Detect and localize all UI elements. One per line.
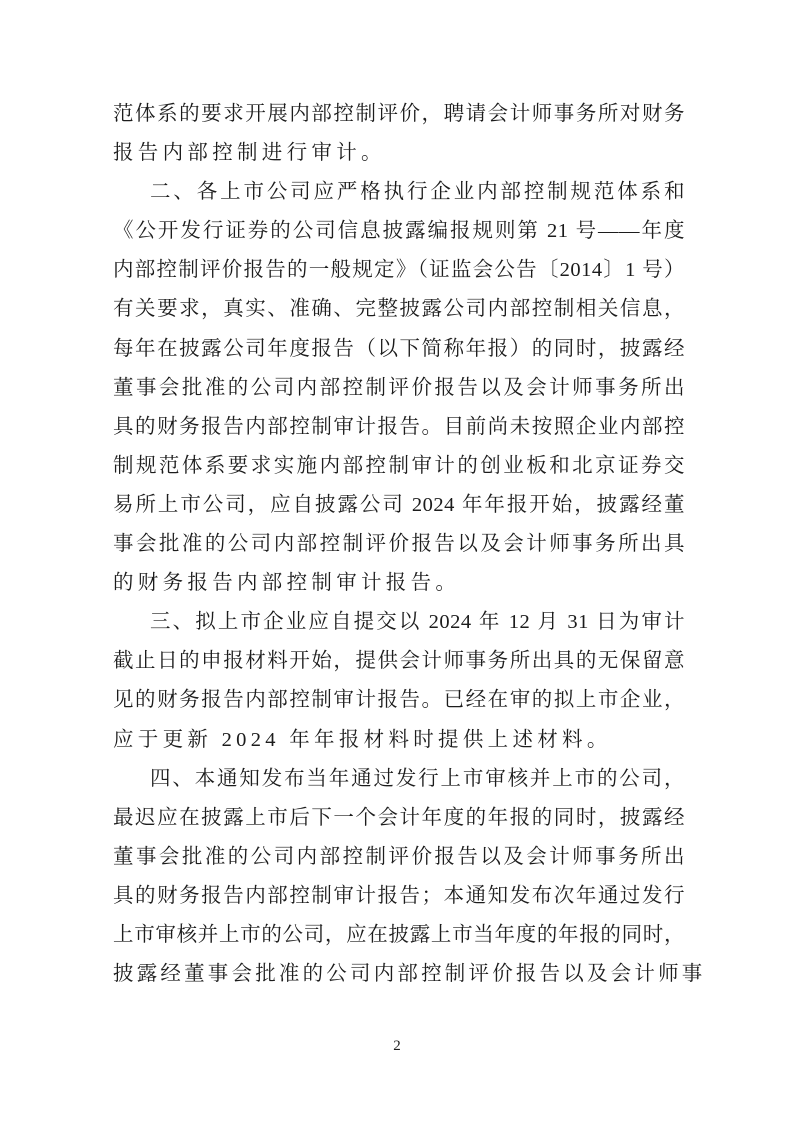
text-line-section-3: 三、拟上市企业应自提交以 2024 年 12 月 31 日为审计 [150, 611, 685, 634]
text-line: 具的财务报告内部控制审计报告；本通知发布次年通过发行 [113, 884, 685, 907]
text-line: 事会批准的公司内部控制评价报告以及会计师事务所出具 [113, 533, 685, 556]
text-line: 上市审核并上市的公司，应在披露上市当年度的年报的同时， [113, 923, 685, 946]
text-line: 董事会批准的公司内部控制评价报告以及会计师事务所出 [113, 845, 685, 868]
text-line: 有关要求，真实、准确、完整披露公司内部控制相关信息， [113, 298, 685, 321]
text-line: 具的财务报告内部控制审计报告。目前尚未按照企业内部控 [113, 415, 685, 438]
text-line: 披露经董事会批准的公司内部控制评价报告以及会计师事 [113, 963, 706, 986]
text-line: 报告内部控制进行审计。 [113, 142, 386, 165]
text-line: 范体系的要求开展内部控制评价，聘请会计师事务所对财务 [113, 103, 685, 125]
text-line: 董事会批准的公司内部控制评价报告以及会计师事务所出 [113, 376, 685, 399]
text-line: 的财务报告内部控制审计报告。 [113, 572, 461, 595]
text-line: 截止日的申报材料开始，提供会计师事务所出具的无保留意 [113, 650, 685, 673]
text-line: 应于更新 2024 年年报材料时提供上述材料。 [113, 728, 612, 751]
document-body [113, 95, 706, 994]
text-line: 内部控制评价报告的一般规定》（证监会公告〔2014〕1 号） [113, 259, 685, 282]
page-number: 2 [393, 1038, 401, 1054]
text-line: 易所上市公司，应自披露公司 2024 年年报开始，披露经董 [113, 493, 685, 516]
text-line: 制规范体系要求实施内部控制审计的创业板和北京证券交 [113, 454, 685, 477]
text-line: 最迟应在披露上市后下一个会计年度的年报的同时，披露经 [113, 806, 685, 829]
text-line: 见的财务报告内部控制审计报告。已经在审的拟上市企业， [113, 689, 685, 712]
text-line: 《公开发行证券的公司信息披露编报规则第 21 号——年度 [113, 220, 685, 243]
text-line: 每年在披露公司年度报告（以下简称年报）的同时，披露经 [113, 337, 685, 360]
text-line-section-4: 四、本通知发布当年通过发行上市审核并上市的公司， [150, 767, 685, 790]
text-line-section-2: 二、各上市公司应严格执行企业内部控制规范体系和 [150, 181, 685, 204]
